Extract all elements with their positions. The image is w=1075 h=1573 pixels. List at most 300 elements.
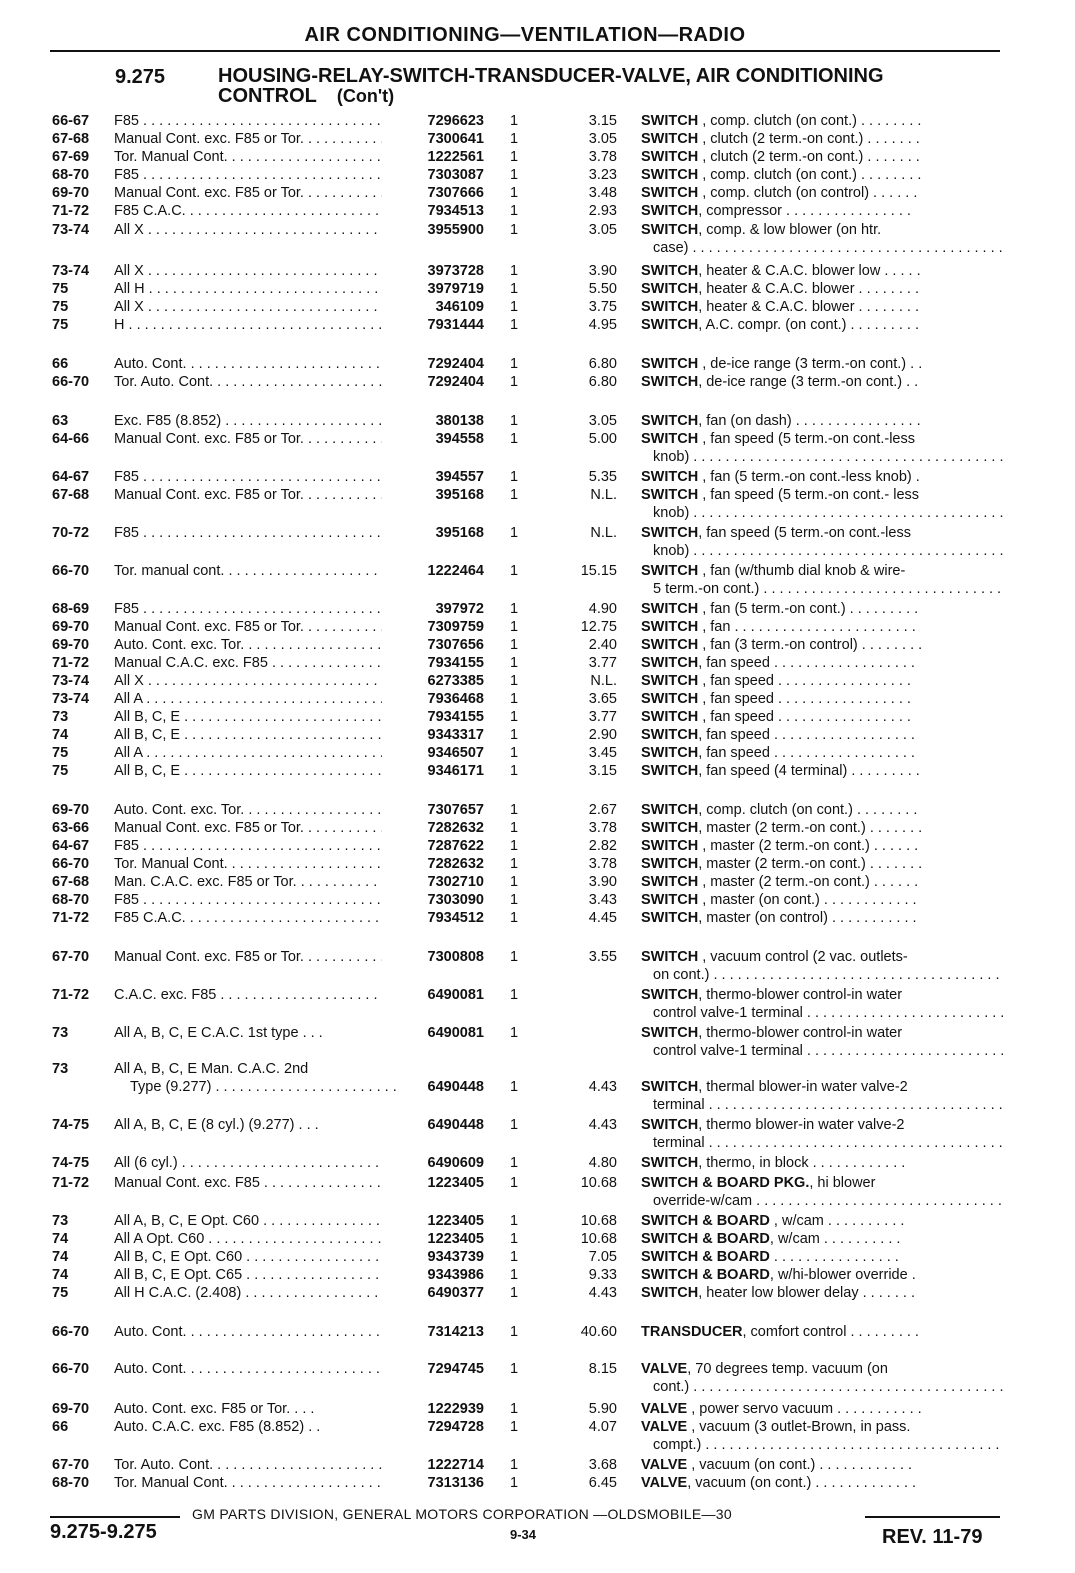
- model-application: All A, B, C, E Opt. C60 . . .: [114, 1212, 382, 1230]
- part-number: 397972: [435, 601, 484, 617]
- part-detail: , heater & C.A.C. blower . . . . . . . .: [698, 299, 919, 315]
- list-price: 4.43: [588, 1117, 617, 1133]
- model-year: 66-70: [52, 856, 90, 872]
- part-description: [641, 744, 915, 762]
- part-number: 7314213: [427, 1324, 484, 1340]
- model-application: Auto. Cont. exc. Tor. . . .: [114, 636, 382, 654]
- model-application: Manual Cont. exc. F85 or Tor. . . .: [114, 130, 382, 148]
- model-application: Manual C.A.C. exc. F85 . . .: [114, 654, 382, 672]
- part-number: 346109: [435, 299, 484, 315]
- part-name: SWITCH & BOARD PKG.: [641, 1175, 810, 1191]
- part-name: SWITCH: [641, 619, 699, 635]
- part-description: [641, 316, 919, 334]
- part-description: [641, 262, 921, 280]
- quantity: 1: [510, 263, 519, 279]
- part-name: SWITCH: [641, 655, 699, 671]
- part-name: SWITCH: [641, 1155, 699, 1171]
- list-price: 3.05: [588, 222, 617, 238]
- part-name: SWITCH: [641, 149, 699, 165]
- part-name: TRANSDUCER: [641, 1324, 743, 1340]
- part-detail-continued: knob) . . .: [653, 504, 1003, 522]
- model-year: 74: [52, 1249, 69, 1265]
- part-name: SWITCH: [641, 1025, 699, 1041]
- part-name: SWITCH: [641, 691, 699, 707]
- part-name: SWITCH: [641, 113, 699, 129]
- model-year: 74: [52, 1231, 69, 1247]
- model-year: 63-66: [52, 820, 90, 836]
- model-year: 70-72: [52, 525, 90, 541]
- part-number: 7303090: [427, 892, 484, 908]
- part-number: 6490377: [427, 1285, 484, 1301]
- list-price: 10.68: [580, 1175, 617, 1191]
- model-year: 71-72: [52, 203, 90, 219]
- part-description: [641, 148, 920, 166]
- list-price: 3.90: [588, 874, 617, 890]
- header-title: AIR CONDITIONING—VENTILATION—RADIO: [304, 24, 746, 46]
- model-application: F85 C.A.C. . . .: [114, 202, 382, 220]
- part-description: [641, 373, 918, 391]
- part-number: 7307656: [427, 637, 484, 653]
- part-number: 1223405: [427, 1213, 484, 1229]
- model-application: All X . . .: [114, 221, 382, 239]
- model-application: Tor. Manual Cont. . . .: [114, 148, 382, 166]
- list-price: 6.80: [588, 374, 617, 390]
- quantity: 1: [510, 763, 519, 779]
- part-description: [641, 819, 922, 837]
- part-number: 7282632: [427, 856, 484, 872]
- part-number: 7303087: [427, 167, 484, 183]
- part-description: [641, 1154, 905, 1172]
- part-number: 7287622: [427, 838, 484, 854]
- quantity: 1: [510, 167, 519, 183]
- model-application: All X . . .: [114, 298, 382, 316]
- model-year: 66: [52, 1419, 69, 1435]
- model-year: 63: [52, 413, 69, 429]
- part-name: SWITCH: [641, 949, 699, 965]
- part-detail: , clutch (2 term.-on cont.) . . . . . . .: [698, 149, 920, 165]
- part-detail: , fan . . . . . . . . . . . . . . . . . . . . . . .: [698, 619, 916, 635]
- list-price: 3.05: [588, 131, 617, 147]
- part-detail-continued: override-w/cam . . .: [653, 1192, 1003, 1210]
- part-detail-continued: 5 term.-on cont.) . . .: [653, 580, 1003, 598]
- part-description: [641, 166, 921, 184]
- model-application: All A . . .: [114, 744, 382, 762]
- page-header: [50, 24, 1000, 52]
- part-detail-continued: terminal . . .: [653, 1096, 1003, 1114]
- quantity: 1: [510, 131, 519, 147]
- part-name: SWITCH: [641, 1285, 699, 1301]
- list-price: 3.77: [588, 655, 617, 671]
- model-application: All A . . .: [114, 690, 382, 708]
- list-price: 2.82: [588, 838, 617, 854]
- part-detail: , fan (5 term.-on cont.-less knob) .: [698, 469, 920, 485]
- model-year: 67-69: [52, 149, 90, 165]
- part-detail: , comp. clutch (on cont.) . . . . . . . .: [698, 167, 922, 183]
- part-name: SWITCH: [641, 185, 699, 201]
- list-price: 3.43: [588, 892, 617, 908]
- model-application: Auto. Cont. exc. Tor. . . .: [114, 801, 382, 819]
- model-application: Manual Cont. exc. F85 or Tor. . . .: [114, 184, 382, 202]
- part-name: SWITCH: [641, 469, 699, 485]
- list-price: 7.05: [588, 1249, 617, 1265]
- part-description: [641, 524, 911, 542]
- list-price: 4.43: [588, 1285, 617, 1301]
- part-detail: , master (2 term.-on cont.) . . . . . .: [698, 838, 919, 854]
- part-detail: , fan speed . . . . . . . . . . . . . . . . . .: [698, 655, 915, 671]
- part-detail: , fan speed (4 terminal) . . . . . . . . .: [698, 763, 920, 779]
- part-name: SWITCH: [641, 374, 699, 390]
- part-detail: , thermo-blower control-in water: [698, 987, 903, 1003]
- part-detail: , de-ice range (3 term.-on cont.) . .: [698, 374, 919, 390]
- part-number: 1223405: [427, 1231, 484, 1247]
- model-application: Manual Cont. exc. F85 or Tor. . . .: [114, 819, 382, 837]
- quantity: 1: [510, 949, 519, 965]
- list-price: 4.90: [588, 601, 617, 617]
- list-price: 3.68: [588, 1457, 617, 1473]
- part-description: [641, 221, 881, 239]
- model-application: H . . .: [114, 316, 382, 334]
- quantity: 1: [510, 856, 519, 872]
- model-application: All B, C, E Opt. C60 . . .: [114, 1248, 382, 1266]
- list-price: 4.95: [588, 317, 617, 333]
- model-application: F85 . . .: [114, 837, 382, 855]
- quantity: 1: [510, 281, 519, 297]
- part-description: [641, 1323, 919, 1341]
- part-detail: , heater low blower delay . . . . . . .: [698, 1285, 915, 1301]
- part-name: SWITCH: [641, 1117, 699, 1133]
- quantity: 1: [510, 374, 519, 390]
- quantity: 1: [510, 299, 519, 315]
- footer-page-number: 9-34: [510, 1527, 537, 1542]
- part-detail-continued: control valve-1 terminal . . .: [653, 1004, 1003, 1022]
- list-price: 3.48: [588, 185, 617, 201]
- part-description: [641, 130, 920, 148]
- footer-rule-left: [50, 1516, 180, 1518]
- list-price: N.L.: [590, 487, 617, 503]
- part-description: [641, 1284, 915, 1302]
- part-number: 7300808: [427, 949, 484, 965]
- list-price: 9.33: [588, 1267, 617, 1283]
- model-year: 68-70: [52, 892, 90, 908]
- model-year: 68-70: [52, 1475, 90, 1491]
- model-year: 69-70: [52, 1401, 90, 1417]
- part-number: 6490609: [427, 1155, 484, 1171]
- part-description: [641, 1024, 902, 1042]
- quantity: 1: [510, 222, 519, 238]
- quantity: 1: [510, 619, 519, 635]
- quantity: 1: [510, 838, 519, 854]
- quantity: 1: [510, 1079, 519, 1095]
- model-application: Auto. Cont. . . .: [114, 355, 382, 373]
- part-description: [641, 355, 922, 373]
- section-title: [218, 66, 1008, 106]
- part-detail: , master (2 term.-on cont.) . . . . . .: [698, 874, 919, 890]
- part-name: VALVE: [641, 1401, 688, 1417]
- part-name: SWITCH: [641, 563, 699, 579]
- part-number: 394558: [435, 431, 484, 447]
- part-detail: , master (on control) . . . . . . . . . . .: [698, 910, 917, 926]
- part-number: 7313136: [427, 1475, 484, 1491]
- part-detail: , comp. & low blower (on htr.: [698, 222, 882, 238]
- model-application: All X . . .: [114, 672, 382, 690]
- model-application: F85 C.A.C. . . .: [114, 909, 382, 927]
- list-price: 3.77: [588, 709, 617, 725]
- part-number: 7292404: [427, 374, 484, 390]
- part-number: 7294745: [427, 1361, 484, 1377]
- model-year: 74: [52, 727, 69, 743]
- model-year: 74-75: [52, 1155, 90, 1171]
- part-detail: , master (2 term.-on cont.) . . . . . . .: [698, 856, 923, 872]
- part-description: [641, 762, 920, 780]
- model-year: 64-67: [52, 838, 90, 854]
- model-application: All A Opt. C60 . . .: [114, 1230, 382, 1248]
- part-detail: , thermo, in block . . . . . . . . . . . .: [698, 1155, 906, 1171]
- list-price: 15.15: [580, 563, 617, 579]
- quantity: 1: [510, 820, 519, 836]
- part-detail: , fan (3 term.-on control) . . . . . . . .: [698, 637, 923, 653]
- section-title-line2-text: CONTROL: [218, 85, 317, 107]
- part-description: [641, 412, 921, 430]
- part-name: SWITCH: [641, 892, 699, 908]
- model-application: F85 . . .: [114, 112, 382, 130]
- part-detail: , w/cam . . . . . . . . . .: [769, 1213, 905, 1229]
- part-name: VALVE: [641, 1457, 688, 1473]
- list-price: 4.07: [588, 1419, 617, 1435]
- part-description: [641, 618, 916, 636]
- part-detail: , vacuum (3 outlet-Brown, in pass.: [687, 1419, 911, 1435]
- quantity: 1: [510, 910, 519, 926]
- list-price: 2.90: [588, 727, 617, 743]
- model-application: Tor. Auto. Cont. . . .: [114, 373, 382, 391]
- part-number: 1222714: [427, 1457, 484, 1473]
- model-year: 75: [52, 1285, 69, 1301]
- model-year: 75: [52, 299, 69, 315]
- part-description: [641, 855, 922, 873]
- part-detail: , de-ice range (3 term.-on cont.) . .: [698, 356, 923, 372]
- part-name: SWITCH: [641, 763, 699, 779]
- part-description: [641, 1230, 900, 1248]
- model-year: 66: [52, 356, 69, 372]
- quantity: 1: [510, 1457, 519, 1473]
- part-detail: , compressor . . . . . . . . . . . . . . . .: [698, 203, 911, 219]
- model-application: All A, B, C, E C.A.C. 1st type . . .: [114, 1025, 323, 1041]
- list-price: 3.15: [588, 113, 617, 129]
- part-number: 395168: [435, 487, 484, 503]
- list-price: 4.43: [588, 1079, 617, 1095]
- model-year: 71-72: [52, 987, 90, 1003]
- part-detail: , fan speed . . . . . . . . . . . . . . . . .: [698, 691, 911, 707]
- part-number: 7292404: [427, 356, 484, 372]
- quantity: 1: [510, 892, 519, 908]
- part-name: SWITCH & BOARD: [641, 1267, 770, 1283]
- part-detail-continued: control valve-1 terminal . . .: [653, 1042, 1003, 1060]
- part-detail-continued: knob) . . .: [653, 542, 1003, 560]
- list-price: 12.75: [580, 619, 617, 635]
- quantity: 1: [510, 1285, 519, 1301]
- list-price: 6.45: [588, 1475, 617, 1491]
- model-application: Man. C.A.C. exc. F85 or Tor. . . .: [114, 873, 382, 891]
- quantity: 1: [510, 637, 519, 653]
- part-detail: , fan speed . . . . . . . . . . . . . . . . . .: [698, 745, 915, 761]
- part-name: VALVE: [641, 1475, 688, 1491]
- model-application: All H C.A.C. (2.408) . . .: [114, 1284, 382, 1302]
- part-detail: , fan speed . . . . . . . . . . . . . . . . .: [698, 709, 911, 725]
- list-price: 3.75: [588, 299, 617, 315]
- quantity: 1: [510, 1175, 519, 1191]
- part-name: SWITCH: [641, 802, 699, 818]
- model-year: 74-75: [52, 1117, 90, 1133]
- part-description: [641, 909, 917, 927]
- quantity: 1: [510, 691, 519, 707]
- part-description: [641, 1248, 899, 1266]
- list-price: 8.15: [588, 1361, 617, 1377]
- part-number: 9343317: [427, 727, 484, 743]
- quantity: 1: [510, 987, 519, 1003]
- model-year: 68-70: [52, 167, 90, 183]
- list-price: 3.55: [588, 949, 617, 965]
- part-detail: , hi blower: [809, 1175, 876, 1191]
- part-detail: , fan (on dash) . . . . . . . . . . . . . . . .: [698, 413, 921, 429]
- part-detail-continued: cont.) . . .: [653, 1378, 1003, 1396]
- part-number: 7934512: [427, 910, 484, 926]
- part-number: 7300641: [427, 131, 484, 147]
- part-number: 7307657: [427, 802, 484, 818]
- list-price: 3.65: [588, 691, 617, 707]
- model-application: All H . . .: [114, 280, 382, 298]
- part-name: SWITCH: [641, 838, 699, 854]
- part-number: 1222561: [427, 149, 484, 165]
- part-name: SWITCH: [641, 131, 699, 147]
- model-year: 66-70: [52, 563, 90, 579]
- part-name: SWITCH & BOARD: [641, 1213, 770, 1229]
- part-description: [641, 708, 911, 726]
- part-description: [641, 1456, 912, 1474]
- part-name: SWITCH: [641, 910, 699, 926]
- model-application: All B, C, E . . .: [114, 708, 382, 726]
- quantity: 1: [510, 469, 519, 485]
- part-name: SWITCH: [641, 525, 699, 541]
- part-description: [641, 1418, 910, 1436]
- model-application: All A, B, C, E Man. C.A.C. 2nd: [114, 1061, 309, 1077]
- part-detail: , thermo-blower control-in water: [698, 1025, 903, 1041]
- part-detail: , comp. clutch (on cont.) . . . . . . . .: [698, 802, 918, 818]
- model-application: Type (9.277) . . .: [130, 1078, 398, 1096]
- part-name: SWITCH: [641, 281, 699, 297]
- model-application: F85 . . .: [114, 524, 382, 542]
- part-detail: , w/hi-blower override .: [769, 1267, 916, 1283]
- part-description: [641, 948, 908, 966]
- part-number: 9343739: [427, 1249, 484, 1265]
- model-application: F85 . . .: [114, 600, 382, 618]
- quantity: 1: [510, 1401, 519, 1417]
- model-application: All B, C, E . . .: [114, 726, 382, 744]
- model-year: 73-74: [52, 263, 90, 279]
- part-detail: , fan (5 term.-on cont.) . . . . . . . . .: [698, 601, 919, 617]
- model-year: 73: [52, 709, 69, 725]
- model-application: C.A.C. exc. F85 . . .: [114, 986, 382, 1004]
- part-name: SWITCH: [641, 413, 699, 429]
- part-description: [641, 1360, 888, 1378]
- model-year: 71-72: [52, 655, 90, 671]
- part-description: [641, 801, 917, 819]
- quantity: 1: [510, 1155, 519, 1171]
- quantity: 1: [510, 487, 519, 503]
- list-price: 2.93: [588, 203, 617, 219]
- section-title-line1: HOUSING-RELAY-SWITCH-TRANSDUCER-VALVE, AIR CONDITIONING: [218, 65, 884, 87]
- list-price: 4.45: [588, 910, 617, 926]
- section-title-line2: [218, 86, 1008, 106]
- part-description: [641, 891, 917, 909]
- part-description: [641, 1116, 905, 1134]
- list-price: N.L.: [590, 525, 617, 541]
- part-number: 3979719: [427, 281, 484, 297]
- quantity: 1: [510, 874, 519, 890]
- part-description: [641, 298, 919, 316]
- model-year: 73-74: [52, 691, 90, 707]
- part-number: 6490448: [427, 1079, 484, 1095]
- part-name: SWITCH: [641, 673, 699, 689]
- part-detail: , heater & C.A.C. blower . . . . . . . .: [698, 281, 919, 297]
- model-application: Manual Cont. exc. F85 or Tor. . . .: [114, 618, 382, 636]
- quantity: 1: [510, 673, 519, 689]
- model-year: 69-70: [52, 619, 90, 635]
- quantity: 1: [510, 317, 519, 333]
- part-number: 3955900: [427, 222, 484, 238]
- model-application: F85 . . .: [114, 166, 382, 184]
- model-year: 73: [52, 1213, 69, 1229]
- model-application: All B, C, E Opt. C65 . . .: [114, 1266, 382, 1284]
- part-name: SWITCH & BOARD: [641, 1231, 770, 1247]
- part-detail: , master (on cont.) . . . . . . . . . . . .: [698, 892, 917, 908]
- part-detail-continued: terminal . . .: [653, 1134, 1003, 1152]
- part-name: VALVE: [641, 1419, 688, 1435]
- part-name: SWITCH: [641, 487, 699, 503]
- quantity: 1: [510, 1361, 519, 1377]
- part-detail: , vacuum (on cont.) . . . . . . . . . . . .: [687, 1457, 913, 1473]
- part-number: 7934155: [427, 655, 484, 671]
- list-price: 5.50: [588, 281, 617, 297]
- model-year: 66-70: [52, 1324, 90, 1340]
- part-detail: , fan speed (5 term.-on cont.-less: [698, 431, 915, 447]
- model-year: 75: [52, 763, 69, 779]
- part-number: 7931444: [427, 317, 484, 333]
- part-detail: , A.C. compr. (on cont.) . . . . . . . . .: [698, 317, 919, 333]
- part-detail: , comp. clutch (on control) . . . . . .: [698, 185, 918, 201]
- list-price: 3.23: [588, 167, 617, 183]
- part-name: SWITCH: [641, 299, 699, 315]
- model-application: Auto. Cont. exc. F85 or Tor. . . .: [114, 1401, 315, 1417]
- list-price: 5.90: [588, 1401, 617, 1417]
- model-year: 75: [52, 317, 69, 333]
- model-application: All B, C, E . . .: [114, 762, 382, 780]
- part-description: [641, 1174, 875, 1192]
- quantity: 1: [510, 1324, 519, 1340]
- model-application: Tor. manual cont. . . .: [114, 562, 382, 580]
- model-year: 66-70: [52, 374, 90, 390]
- model-application: Tor. Manual Cont. . . .: [114, 1474, 382, 1492]
- part-number: 9343986: [427, 1267, 484, 1283]
- model-application: Manual Cont. exc. F85 or Tor. . . .: [114, 948, 382, 966]
- part-number: 6273385: [427, 673, 484, 689]
- quantity: 1: [510, 525, 519, 541]
- list-price: 3.90: [588, 263, 617, 279]
- quantity: 1: [510, 1231, 519, 1247]
- list-price: 3.05: [588, 413, 617, 429]
- part-detail: , w/cam . . . . . . . . . .: [769, 1231, 901, 1247]
- part-description: [641, 184, 917, 202]
- list-price: 3.78: [588, 149, 617, 165]
- quantity: 1: [510, 1475, 519, 1491]
